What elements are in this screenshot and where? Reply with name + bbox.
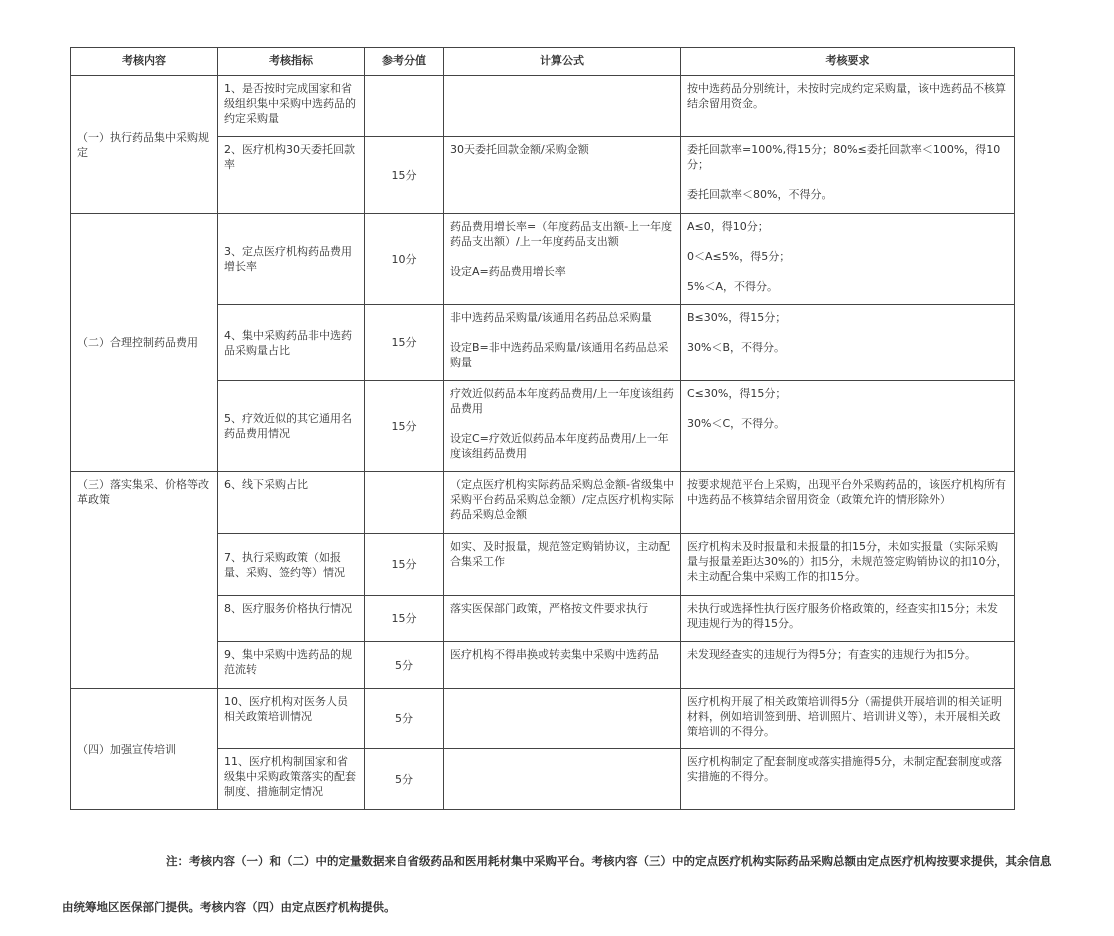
formula-cell (444, 472, 681, 534)
requirement-text: 30%＜C，不得分。 (687, 417, 786, 430)
indicator-cell: 7、执行采购政策（如报量、采购、签约等）情况 (218, 534, 365, 596)
indicator-cell: 11、医疗机构制国家和省级集中采购政策落实的配套制度、措施制定情况 (218, 749, 365, 810)
requirement-cell (681, 214, 1015, 305)
requirement-cell (681, 749, 1015, 810)
table-row (71, 214, 1015, 305)
formula-text: 疗效近似药品本年度药品费用/上一年度该组药品费用 (450, 387, 674, 415)
requirement-text: A≤0，得10分； (687, 220, 769, 233)
requirement-cell (681, 472, 1015, 534)
requirement-text: 按要求规范平台上采购，出现平台外采购药品的，该医疗机构所有中选药品不核算结余留用资金（政策允许的情形除外） (687, 478, 1006, 506)
formula-text: 30天委托回款金额/采购金额 (450, 143, 589, 156)
table-row (71, 472, 1015, 534)
requirement-text: 0＜A≤5%，得5分； (687, 250, 791, 263)
requirement-text: 未执行或选择性执行医疗服务价格政策的，经查实扣15分；未发现违规行为的得15分。 (687, 602, 998, 630)
score-cell: 5分 (365, 689, 444, 749)
assessment-table (70, 47, 1015, 810)
table-header-row (71, 48, 1015, 76)
requirement-text: 5%＜A，不得分。 (687, 280, 778, 293)
formula-cell (444, 76, 681, 137)
requirement-cell (681, 305, 1015, 381)
formula-text: 药品费用增长率=（年度药品支出额-上一年度药品支出额）/上一年度药品支出额 (450, 220, 673, 248)
requirement-text: 医疗机构制定了配套制度或落实措施得5分，未制定配套制度或落实措施的不得分。 (687, 755, 1002, 783)
score-cell (365, 76, 444, 137)
indicator-cell: 3、定点医疗机构药品费用增长率 (218, 214, 365, 305)
category-cell: （三）落实集采、价格等改革政策 (71, 472, 218, 689)
score-cell (365, 472, 444, 534)
formula-text: （定点医疗机构实际药品采购总金额-省级集中采购平台药品采购总金额）/定点医疗机构实际药品采购总金额 (450, 478, 674, 521)
requirement-cell (681, 534, 1015, 596)
formula-cell (444, 381, 681, 472)
indicator-cell: 5、疗效近似的其它通用名药品费用情况 (218, 381, 365, 472)
formula-cell (444, 596, 681, 642)
score-cell: 5分 (365, 749, 444, 810)
requirement-text: 医疗机构未及时报量和未报量的扣15分，未如实报量（实际采购量与报量差距达30%的）扣5分，未规范签定购销协议的扣10分，未主动配合集中采购工作的扣15分。 (687, 540, 1008, 583)
formula-cell (444, 305, 681, 381)
formula-cell (444, 214, 681, 305)
indicator-cell: 8、医疗服务价格执行情况 (218, 596, 365, 642)
category-cell: （一）执行药品集中采购规定 (71, 76, 218, 214)
formula-text: 医疗机构不得串换或转卖集中采购中选药品 (450, 648, 659, 661)
requirement-cell (681, 596, 1015, 642)
score-cell: 15分 (365, 305, 444, 381)
formula-cell (444, 137, 681, 214)
indicator-cell: 2、医疗机构30天委托回款率 (218, 137, 365, 214)
header-formula: 计算公式 (444, 48, 681, 76)
score-cell: 15分 (365, 381, 444, 472)
requirement-cell (681, 642, 1015, 689)
requirement-cell (681, 689, 1015, 749)
requirement-cell (681, 137, 1015, 214)
header-score: 参考分值 (365, 48, 444, 76)
indicator-cell: 1、是否按时完成国家和省级组织集中采购中选药品的约定采购量 (218, 76, 365, 137)
formula-text: 设定B=非中选药品采购量/该通用名药品总采购量 (450, 341, 669, 369)
category-cell: （二）合理控制药品费用 (71, 214, 218, 472)
requirement-text: 30%＜B，不得分。 (687, 341, 785, 354)
formula-text: 如实、及时报量，规范签定购销协议，主动配合集采工作 (450, 540, 670, 568)
score-cell: 10分 (365, 214, 444, 305)
table-row (71, 689, 1015, 749)
formula-text: 设定C=疗效近似药品本年度药品费用/上一年度该组药品费用 (450, 432, 669, 460)
requirement-text: 按中选药品分别统计，未按时完成约定采购量，该中选药品不核算结余留用资金。 (687, 82, 1006, 110)
requirement-text: 未发现经查实的违规行为得5分；有查实的违规行为扣5分。 (687, 648, 976, 661)
requirement-text: 委托回款率=100%,得15分；80%≤委托回款率＜100%，得10分； (687, 143, 1001, 171)
requirement-text: 医疗机构开展了相关政策培训得5分（需提供开展培训的相关证明材料，例如培训签到册、培训照片、培训讲义等），未开展相关政策培训的不得分。 (687, 695, 1002, 738)
header-content: 考核内容 (71, 48, 218, 76)
requirement-cell (681, 76, 1015, 137)
formula-text: 落实医保部门政策，严格按文件要求执行 (450, 602, 648, 615)
formula-cell (444, 642, 681, 689)
indicator-cell: 10、医疗机构对医务人员相关政策培训情况 (218, 689, 365, 749)
requirement-text: 委托回款率＜80%，不得分。 (687, 188, 833, 201)
requirement-cell (681, 381, 1015, 472)
formula-text: 设定A=药品费用增长率 (450, 265, 566, 278)
score-cell: 15分 (365, 534, 444, 596)
header-indicator: 考核指标 (218, 48, 365, 76)
indicator-cell: 6、线下采购占比 (218, 472, 365, 534)
formula-cell (444, 689, 681, 749)
formula-text: 非中选药品采购量/该通用名药品总采购量 (450, 311, 652, 324)
requirement-text: B≤30%，得15分； (687, 311, 787, 324)
footnote-text: 注：考核内容（一）和（二）中的定量数据来自省级药品和医用耗材集中采购平台。考核内容（三）中的定点医疗机构实际药品采购总额由定点医疗机构按要求提供，其余信息由统筹地区医保部门提供。考核内容（四）由定点医疗机构提供。 (62, 854, 1052, 914)
requirement-text: C≤30%，得15分； (687, 387, 787, 400)
score-cell: 15分 (365, 137, 444, 214)
indicator-cell: 4、集中采购药品非中选药品采购量占比 (218, 305, 365, 381)
score-cell: 15分 (365, 596, 444, 642)
header-requirement: 考核要求 (681, 48, 1015, 76)
category-cell: （四）加强宣传培训 (71, 689, 218, 810)
table-row (71, 76, 1015, 137)
indicator-cell: 9、集中采购中选药品的规范流转 (218, 642, 365, 689)
score-cell: 5分 (365, 642, 444, 689)
formula-cell (444, 534, 681, 596)
formula-cell (444, 749, 681, 810)
footnote (62, 838, 1062, 930)
